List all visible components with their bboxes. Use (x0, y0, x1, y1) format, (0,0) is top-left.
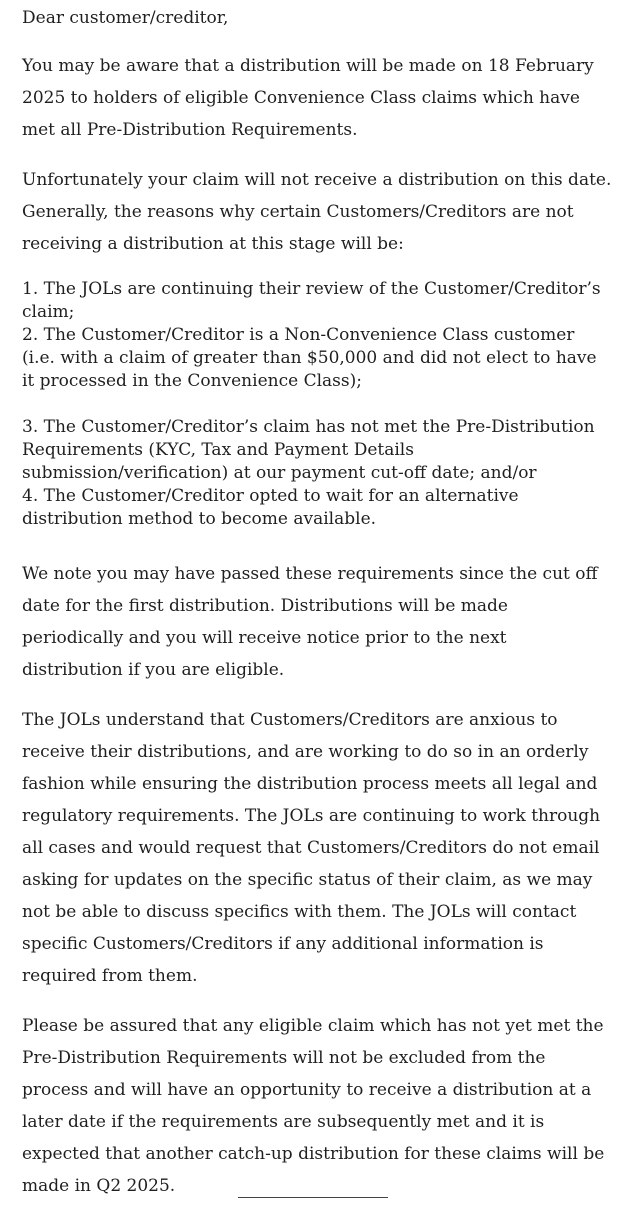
paragraph-no-distribution: Unfortunately your claim will not receive a distribution on this date. Generally, the reasons why certain Customers/Creditors are not receiving a distribution at this stage will be: (22, 170, 612, 254)
paragraph-requirements-passed: We note you may have passed these requirements since the cut off date for the first distribution. Distributions will be made periodically and you will receive notice prior to the next distribution if you are eligible. (22, 564, 598, 680)
reasons-list-part-1 (22, 278, 612, 393)
bottom-divider (238, 1197, 388, 1198)
reason-item-3: 3. The Customer/Creditor’s claim has not met the Pre-Distribution Requirements (KYC, Tax and Payment Details submission/verification) at our payment cut-off date; and/or (22, 417, 595, 483)
paragraph-distribution-notice: You may be aware that a distribution will be made on 18 February 2025 to holders of eligible Convenience Class claims which have met all Pre-Distribution Requirements. (22, 56, 594, 140)
paragraph-jols-understand: The JOLs understand that Customers/Creditors are anxious to receive their distributions, and are working to do so in an orderly fashion while ensuring the distribution process meets all legal and regulatory requirements. The JOLs are continuing to work through all cases and would request that Customers/Creditors do not email asking for updates on the specific status of their claim, as we may not be able to discuss specifics with them. The JOLs will contact specific Customers/Creditors if any additional information is required from them. (22, 710, 601, 986)
paragraph-assurance: Please be assured that any eligible claim which has not yet met the Pre-Distribution Requirements will not be excluded from the process and will have an opportunity to receive a distribution at a later date if the requirements are subsequently met and it is expected that another catch-up distribution for these claims will be made in Q2 2025. (22, 1016, 605, 1196)
letter-body (22, 4, 612, 1220)
greeting: Dear customer/creditor, (22, 8, 229, 28)
reasons-list-part-2 (22, 416, 612, 531)
reason-item-1: 1. The JOLs are continuing their review of the Customer/Creditor’s claim; (22, 279, 601, 322)
reason-item-2: 2. The Customer/Creditor is a Non-Convenience Class customer (i.e. with a claim of greater than $50,000 and did not elect to have it processed in the Convenience Class); (22, 325, 597, 391)
reason-item-4: 4. The Customer/Creditor opted to wait for an alternative distribution method to become available. (22, 486, 519, 529)
